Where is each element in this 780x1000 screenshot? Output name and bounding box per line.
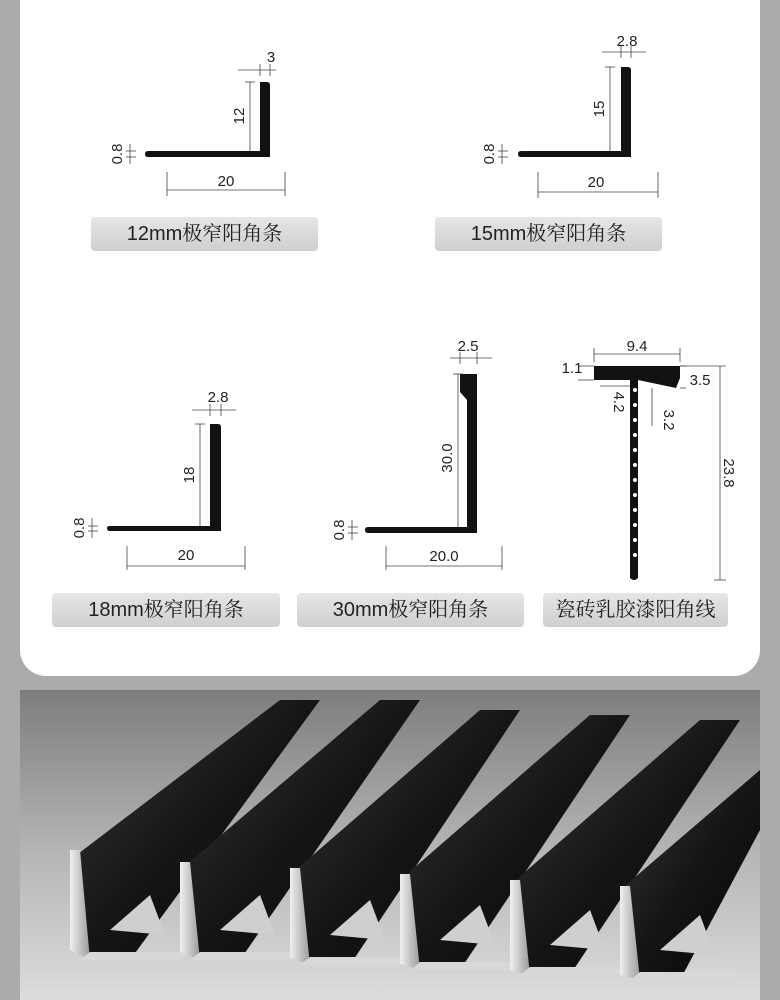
dim-width: 20.0: [429, 548, 459, 565]
dim-height: 30.0: [439, 443, 456, 473]
profile-15mm: [470, 30, 690, 210]
dim-left-inner: 4.2: [610, 391, 627, 413]
profile-shape: [594, 366, 680, 580]
dim-thickness: 0.8: [331, 519, 348, 541]
metal-corner-strips-image: [20, 690, 760, 1000]
dim-width: 20: [177, 547, 195, 564]
profile-30mm: [300, 330, 530, 570]
dim-top: 2.5: [457, 338, 479, 355]
dim-top: 3: [266, 49, 276, 66]
profile-12mm: [100, 40, 320, 210]
profile-label: 12mm极窄阳角条: [91, 217, 318, 251]
profile-label: 15mm极窄阳角条: [435, 217, 662, 251]
dim-thickness: 0.8: [481, 143, 498, 165]
profile-18mm: [60, 380, 280, 570]
profile-label: 瓷砖乳胶漆阳角线: [543, 593, 728, 627]
profile-label: 30mm极窄阳角条: [297, 593, 524, 627]
dim-height: 12: [231, 107, 248, 125]
profile-tile-paint: [540, 330, 750, 590]
dim-height: 18: [181, 466, 198, 484]
profile-30mm-drawing: [300, 330, 530, 570]
profile-label: 18mm极窄阳角条: [52, 593, 280, 627]
dim-width: 20: [217, 173, 235, 190]
profile-tile-paint-drawing: [540, 330, 750, 590]
dim-top: 9.4: [626, 338, 648, 355]
dim-top: 2.8: [207, 389, 229, 406]
profile-12mm-drawing: [100, 40, 320, 210]
dim-inner: 3.2: [660, 409, 677, 431]
profile-shape: [518, 67, 631, 157]
profile-15mm-drawing: [470, 30, 690, 210]
dim-left: 1.1: [561, 360, 583, 377]
profile-shape: [365, 374, 477, 533]
dim-right: 3.5: [689, 372, 711, 389]
product-spec-card: [20, 0, 760, 676]
dim-width: 20: [587, 174, 605, 191]
metal-corner-strips-photo: [20, 690, 760, 1000]
profile-shape: [145, 82, 270, 157]
dim-thickness: 0.8: [71, 517, 88, 539]
dim-top: 2.8: [616, 33, 638, 50]
dim-thickness: 0.8: [109, 143, 126, 165]
profile-shape: [107, 424, 221, 531]
dim-height: 15: [591, 100, 608, 118]
profile-18mm-drawing: [60, 380, 280, 570]
dim-height: 23.8: [720, 458, 737, 488]
